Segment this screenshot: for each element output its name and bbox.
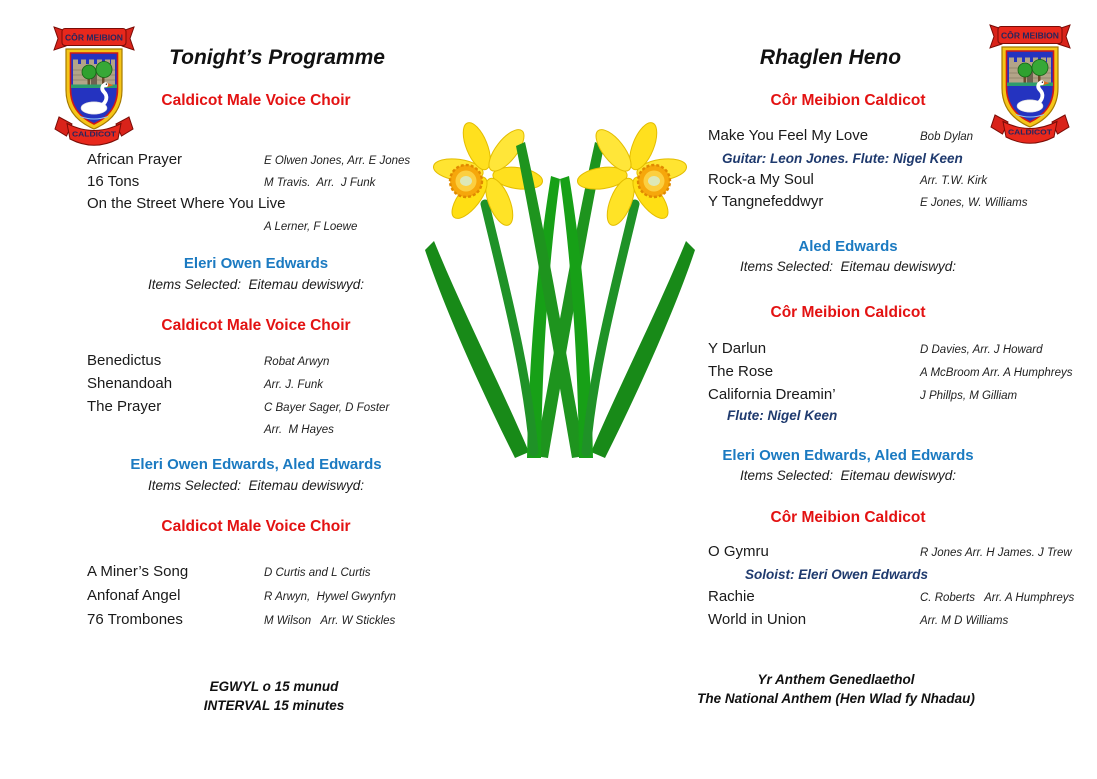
song-row	[0, 420, 548, 442]
song-row	[548, 127, 1097, 149]
song-composer: Bob Dylan	[920, 131, 974, 143]
anthem-line-english: The National Anthem (Hen Wlad fy Nhadau)	[697, 691, 975, 706]
right-choir-heading-3: Côr Meibion Caldicot	[770, 509, 926, 526]
crest-bottom-ribbon-text: CALDICOT	[72, 129, 117, 139]
anthem-line-welsh: Yr Anthem Genedlaethol	[757, 672, 915, 687]
song-row	[548, 611, 1097, 633]
left-page-title: Tonight’s Programme	[169, 46, 385, 69]
items-selected-note: Items Selected: Eitemau dewiswyd:	[739, 259, 957, 274]
national-anthem-notice	[566, 670, 1097, 708]
song-composer: Arr. T.W. Kirk	[920, 175, 988, 187]
song-row	[0, 398, 548, 420]
song-row	[548, 363, 1097, 385]
song-row	[548, 193, 1097, 215]
accompanist-note: Guitar: Leon Jones. Flute: Nigel Keen	[722, 151, 963, 166]
left-choir-heading-3: Caldicot Male Voice Choir	[161, 518, 351, 535]
song-note-row	[548, 567, 1097, 589]
song-row	[0, 195, 548, 217]
song-title: African Prayer	[87, 151, 183, 168]
song-title: Anfonaf Angel	[87, 587, 181, 604]
items-selected-note: Items Selected: Eitemau dewiswyd:	[739, 468, 957, 483]
song-composer: Arr. M Hayes	[264, 424, 334, 436]
song-title: California Dreamin’	[708, 386, 836, 403]
interval-notice	[0, 677, 548, 715]
song-note-row	[548, 151, 1097, 173]
song-composer: M Travis. Arr. J Funk	[264, 177, 376, 189]
left-choir-heading-2: Caldicot Male Voice Choir	[161, 317, 351, 334]
crest-top-ribbon-text: CÔR MEIBION	[65, 33, 124, 43]
song-row	[0, 352, 548, 374]
song-composer: E Olwen Jones, Arr. E Jones	[264, 155, 411, 167]
song-composer: E Jones, W. Williams	[920, 197, 1028, 209]
song-composer: C Bayer Sager, D Foster	[264, 402, 390, 414]
performer-heading: Aled Edwards	[798, 238, 898, 255]
song-composer: M Wilson Arr. W Stickles	[264, 615, 396, 627]
song-title: Rachie	[708, 588, 755, 605]
performer-heading: Eleri Owen Edwards	[183, 255, 329, 272]
items-selected-note: Items Selected: Eitemau dewiswyd:	[147, 277, 365, 292]
song-composer: R Jones Arr. H James. J Trew	[920, 547, 1072, 559]
left-choir-heading-1: Caldicot Male Voice Choir	[161, 92, 351, 109]
song-title: World in Union	[708, 611, 807, 628]
song-composer: A Lerner, F Loewe	[264, 221, 358, 233]
song-title: Make You Feel My Love	[708, 127, 869, 144]
items-selected-note: Items Selected: Eitemau dewiswyd:	[147, 478, 365, 493]
song-composer: Arr. M D Williams	[920, 615, 1009, 627]
song-title: Shenandoah	[87, 375, 173, 392]
song-title: Y Tangnefeddwyr	[708, 193, 824, 210]
song-title: The Prayer	[87, 398, 162, 415]
right-page	[548, 0, 1097, 779]
song-row	[0, 587, 548, 609]
song-note-row	[548, 408, 1097, 430]
song-row	[548, 340, 1097, 362]
song-row	[0, 611, 548, 633]
crest-top-ribbon-text: CÔR MEIBION	[1001, 31, 1060, 41]
song-composer: J Phillps, M Gilliam	[920, 390, 1018, 402]
song-row	[0, 151, 548, 173]
right-page-title: Rhaglen Heno	[759, 46, 902, 69]
song-title: 76 Trombones	[87, 611, 183, 628]
interval-line-english: INTERVAL 15 minutes	[203, 698, 345, 713]
left-page	[0, 0, 548, 779]
song-row	[548, 543, 1097, 565]
song-composer: Robat Arwyn	[264, 356, 330, 368]
song-composer: D Davies, Arr. J Howard	[920, 344, 1043, 356]
song-composer: Arr. J. Funk	[264, 379, 323, 391]
song-title: Benedictus	[87, 352, 162, 369]
song-row	[0, 563, 548, 585]
interval-line-welsh: EGWYL o 15 munud	[209, 679, 339, 694]
song-title: O Gymru	[708, 543, 769, 560]
song-composer: A McBroom Arr. A Humphreys	[920, 367, 1073, 379]
song-composer: C. Roberts Arr. A Humphreys	[920, 592, 1075, 604]
song-title: The Rose	[708, 363, 774, 380]
song-row	[0, 173, 548, 195]
right-choir-heading-2: Côr Meibion Caldicot	[770, 304, 926, 321]
performer-heading: Eleri Owen Edwards, Aled Edwards	[722, 447, 974, 464]
song-title: Y Darlun	[708, 340, 767, 357]
soloist-note: Soloist: Eleri Owen Edwards	[745, 567, 929, 582]
song-row	[0, 375, 548, 397]
song-title: Rock-a My Soul	[708, 171, 814, 188]
song-row	[548, 171, 1097, 193]
song-title: On the Street Where You Live	[87, 195, 286, 212]
song-title: A Miner’s Song	[87, 563, 189, 580]
song-row	[548, 386, 1097, 408]
right-choir-heading-1: Côr Meibion Caldicot	[770, 92, 926, 109]
song-title: 16 Tons	[87, 173, 140, 190]
song-row	[0, 217, 548, 239]
accompanist-note: Flute: Nigel Keen	[727, 408, 838, 423]
performer-heading: Eleri Owen Edwards, Aled Edwards	[130, 456, 382, 473]
song-composer: D Curtis and L Curtis	[264, 567, 371, 579]
song-composer: R Arwyn, Hywel Gwynfyn	[264, 591, 396, 603]
crest-bottom-ribbon-text: CALDICOT	[1008, 127, 1053, 137]
song-row	[548, 588, 1097, 610]
